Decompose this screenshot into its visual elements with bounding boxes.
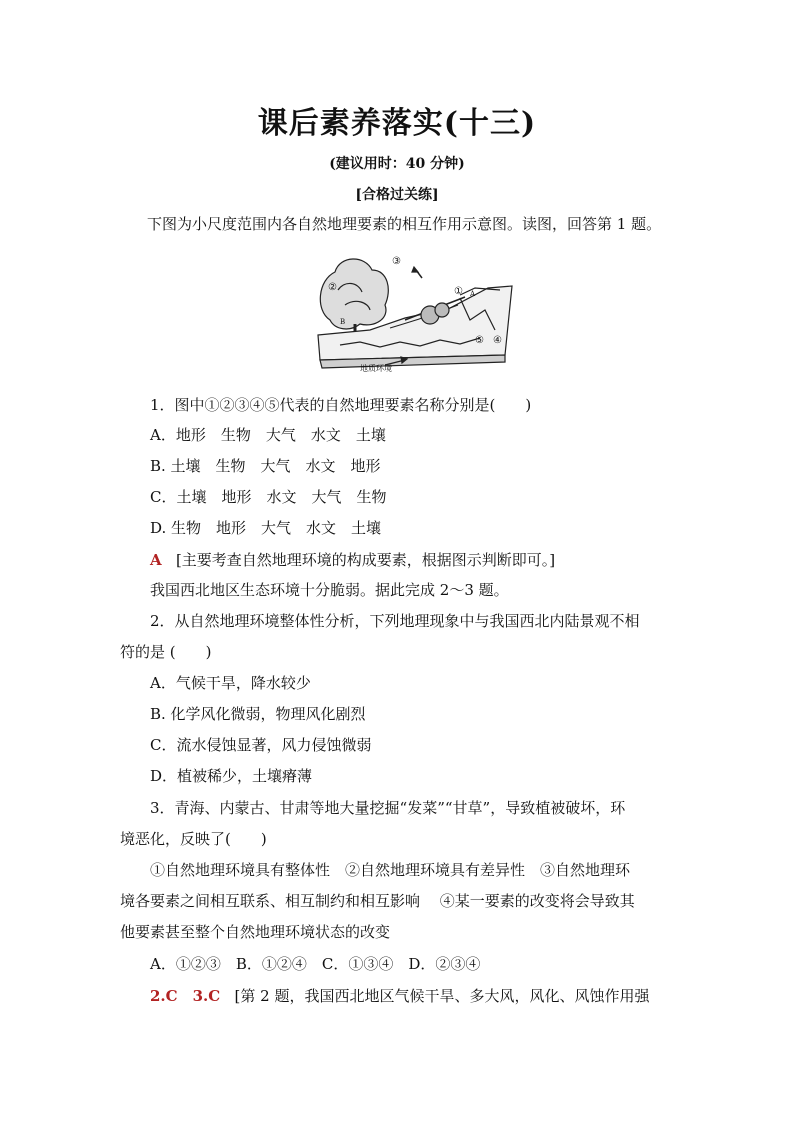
q3-statement-line3: 他要素甚至整个自然地理环境状态的改变: [120, 923, 391, 941]
q2-stem-line1: 2．从自然地理环境整体性分析，下列地理现象中与我国西北内陆景观不相: [150, 612, 640, 630]
answers-2-3: 2.C 3.C: [150, 987, 221, 1005]
q1-option-b: B. 土壤 生物 大气 水文 地形: [150, 457, 381, 475]
figure-caption: 地质环境: [360, 364, 392, 373]
figure-label-3: ③: [392, 256, 401, 267]
q1-option-d: D. 生物 地形 大气 水文 土壤: [150, 519, 382, 537]
intro-q2-q3: 我国西北地区生态环境十分脆弱。据此完成 2～3 题。: [150, 581, 509, 599]
q3-stem-line1: 3．青海、内蒙古、甘肃等地大量挖掘“发菜”“甘草”，导致植被破坏，环: [150, 799, 626, 817]
geography-elements-figure: [310, 250, 520, 375]
q1-option-c: C．土壤 地形 水文 大气 生物: [150, 488, 387, 506]
q1-option-a: A．地形 生物 大气 水文 土壤: [150, 426, 386, 444]
q3-stem-line2: 境恶化，反映了( ): [120, 830, 267, 848]
q3-statement-line1: ①自然地理环境具有整体性 ②自然地理环境具有差异性 ③自然地理环: [150, 861, 631, 879]
page-title: 课后素养落实(十三): [257, 106, 537, 141]
q2-option-a: A．气候干旱，降水较少: [150, 674, 311, 692]
figure-label-2: ②: [328, 282, 337, 293]
q1-answer-line: [150, 550, 555, 570]
explanation-2-3: [第 2 题，我国西北地区气候干旱、多大风，风化、风蚀作用强: [234, 987, 650, 1005]
suggested-time: (建议用时：40 分钟): [329, 156, 465, 172]
q2-option-b: B. 化学风化微弱，物理风化剧烈: [150, 705, 366, 723]
q2-stem-line2: 符的是 ( ): [120, 643, 212, 661]
q1-stem: 1．图中①②③④⑤代表的自然地理要素名称分别是( ): [150, 396, 532, 414]
q2-option-d: D．植被稀少，土壤瘠薄: [150, 767, 313, 785]
figure-label-b: B: [340, 318, 346, 326]
figure-label-5: ⑤: [475, 335, 484, 346]
intro-q1: 下图为小尺度范围内各自然地理要素的相互作用示意图。读图，回答第 1 题。: [147, 215, 662, 233]
q1-explanation: [主要考查自然地理环境的构成要素，根据图示判断即可。]: [175, 551, 556, 569]
figure-label-1: ①: [454, 286, 463, 297]
figure-label-4: ④: [493, 335, 502, 346]
q3-options: A．①②③ B．①②④ C．①③④ D．②③④: [150, 955, 481, 973]
section-heading: [合格过关练]: [355, 187, 439, 203]
answers-2-3-line: [150, 986, 649, 1006]
q3-statement-line2: 境各要素之间相互联系、相互制约和相互影响 ④某一要素的改变将会导致其: [120, 892, 635, 910]
q1-answer: A: [150, 551, 162, 569]
q2-option-c: C．流水侵蚀显著，风力侵蚀微弱: [150, 736, 372, 754]
figure-label-a: A: [470, 290, 476, 298]
